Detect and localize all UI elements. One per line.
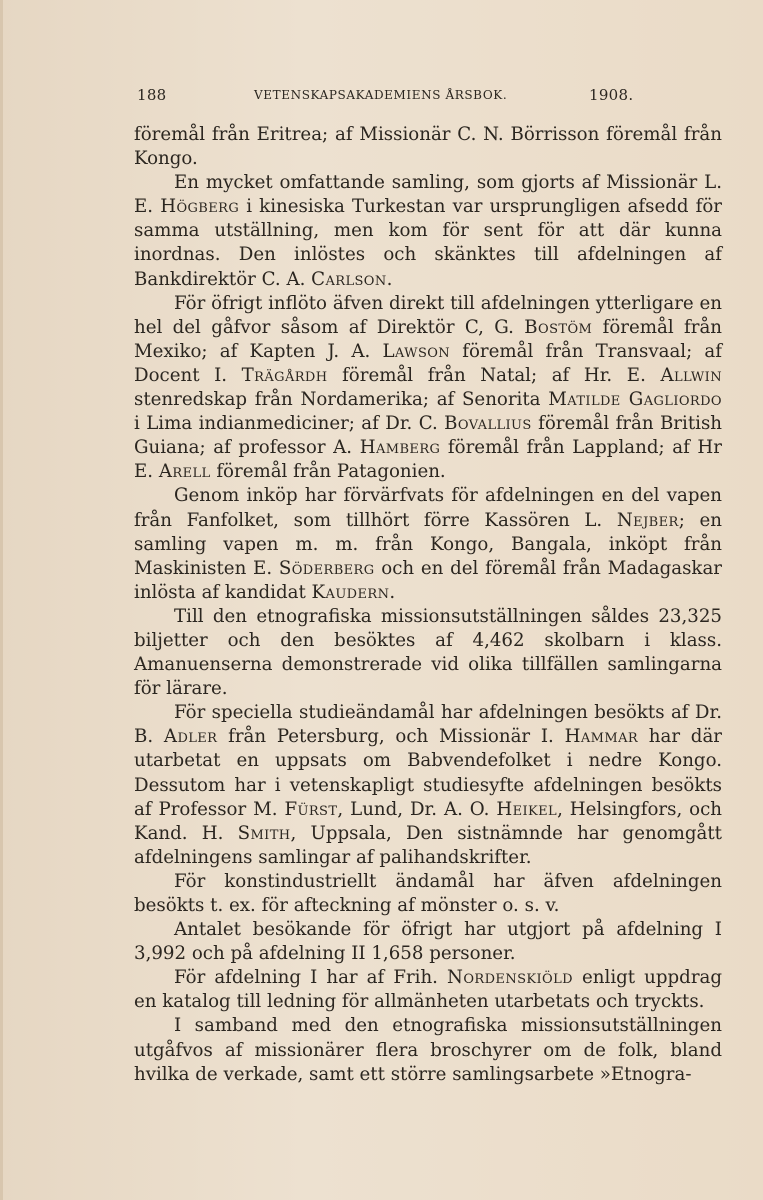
text-run: För speciella studieändamål har afdelningen besökts af Dr. B. bbox=[134, 702, 722, 748]
text-run: föremål från British Guiana; af professor A. bbox=[134, 413, 722, 459]
paragraph bbox=[134, 966, 722, 1014]
person-name: Kaudern bbox=[311, 581, 390, 603]
body-text bbox=[134, 123, 722, 1087]
person-name: Hammar bbox=[564, 726, 639, 748]
person-name: Matilde Gagliordo bbox=[548, 389, 722, 411]
text-run: . bbox=[389, 581, 396, 603]
text-run: föremål från Natal; af Hr. E. bbox=[327, 364, 661, 386]
person-name: Nejber bbox=[616, 509, 679, 531]
text-run: föremål från Eritrea; af Missionär C. N. Börrisson föremål från Kongo. bbox=[134, 124, 722, 170]
text-run: och en del föremål från Madagaskar inlösta af kandidat bbox=[134, 557, 722, 603]
person-name: Adler bbox=[163, 726, 218, 748]
paragraph bbox=[134, 123, 722, 171]
paragraph bbox=[134, 1014, 722, 1086]
paragraph bbox=[134, 484, 722, 604]
person-name: Bostöm bbox=[524, 316, 593, 338]
text-run: För öfrigt inflöto äfven direkt till afdelningen ytterligare en hel del gåfvor såsom af Direktör C, G. bbox=[134, 292, 722, 338]
text-run: har där utarbetat en uppsats om Babvendefolket i nedre Kongo. Dessutom har i vetenskapligt studiesyfte afdelningen besökts af Professor M. bbox=[134, 726, 722, 820]
text-run: föremål från Lappland; af Hr E. bbox=[134, 437, 722, 483]
text-run: I samband med den etnografiska missionsutställningen utgåfvos af missionärer flera broschyrer om de folk, bland hvilka de verkade, samt ett större samlingsarbete »Etnogra- bbox=[134, 1015, 722, 1085]
person-name: Heikel bbox=[496, 798, 558, 820]
person-name: Smith bbox=[237, 822, 291, 844]
paragraph bbox=[134, 870, 722, 918]
running-title: VETENSKAPSAKADEMIENS ÅRSBOK. bbox=[254, 88, 508, 102]
text-run: från Petersburg, och Missionär I. bbox=[217, 726, 565, 748]
text-run: föremål från Transvaal; af Docent I. bbox=[134, 340, 722, 386]
paragraph bbox=[134, 701, 722, 870]
paragraph bbox=[134, 605, 722, 701]
paragraph bbox=[134, 918, 722, 966]
text-run: En mycket omfattande samling, som gjorts af Missionär L. E. bbox=[134, 172, 722, 218]
text-run: föremål från Patagonien. bbox=[210, 461, 446, 483]
text-run: , Lund, Dr. A. O. bbox=[337, 798, 497, 820]
page-number: 188 bbox=[137, 86, 167, 104]
text-run: Antalet besökande för öfrigt har utgjort på afdelning I 3,992 och på afdelning II 1,658 personer. bbox=[134, 919, 722, 965]
text-run: stenredskap från Nordamerika; af Senorita bbox=[134, 389, 549, 411]
person-name: Carlson bbox=[311, 268, 387, 290]
paragraph bbox=[134, 292, 722, 485]
page-edge bbox=[0, 0, 3, 1200]
text-run: ; en samling vapen m. m. från Kongo, Bangala, inköpt från Maskinisten E. bbox=[134, 509, 722, 579]
person-name: Nordenskiöld bbox=[447, 967, 573, 989]
paragraph bbox=[134, 171, 722, 291]
person-name: Fürst bbox=[284, 798, 338, 820]
person-name: Trägårdh bbox=[241, 364, 328, 386]
person-name: Hamberg bbox=[359, 437, 441, 459]
person-name: Söderberg bbox=[278, 557, 375, 579]
text-run: enligt uppdrag en katalog till ledning för allmänheten utarbetats och tryckts. bbox=[134, 967, 722, 1013]
text-run: i kinesiska Turkestan var ursprungligen afsedd för samma utställning, men kom för sent för att där kunna inordnas. Den inlöstes och skänktes till afdelningen af Bankdirektör C. A. bbox=[134, 196, 723, 290]
text-run: , Helsingfors, och Kand. H. bbox=[134, 798, 722, 844]
person-name: Högberg bbox=[160, 196, 240, 218]
text-run: Genom inköp har förvärfvats för afdelningen en del vapen från Fanfolket, som tillhört förre Kassören L. bbox=[134, 485, 722, 531]
text-run: föremål från Mexiko; af Kapten J. A. bbox=[134, 316, 722, 362]
person-name: Lawson bbox=[382, 340, 451, 362]
text-run: Till den etnografiska missionsutställningen såldes 23,325 biljetter och den besöktes af 4,462 skolbarn i klass. Amanuenserna demonstrerade vid olika tillfällen samlingarna för lärare. bbox=[134, 605, 722, 700]
person-name: Allwin bbox=[660, 364, 722, 386]
text-run: För konstindustriellt ändamål har äfven afdelningen besökts t. ex. för afteckning af mönster o. s. v. bbox=[134, 870, 722, 916]
text-run: . bbox=[386, 268, 393, 290]
person-name: Bovallius bbox=[444, 413, 532, 435]
person-name: Arell bbox=[158, 461, 211, 483]
text-run: , Uppsala, Den sistnämnde har genomgått afdelningens samlingar af palihandskrifter. bbox=[134, 822, 722, 868]
text-run: För afdelning I har af Frih. bbox=[174, 967, 448, 989]
header-year: 1908. bbox=[589, 86, 634, 104]
text-run: i Lima indianmediciner; af Dr. C. bbox=[134, 413, 445, 435]
